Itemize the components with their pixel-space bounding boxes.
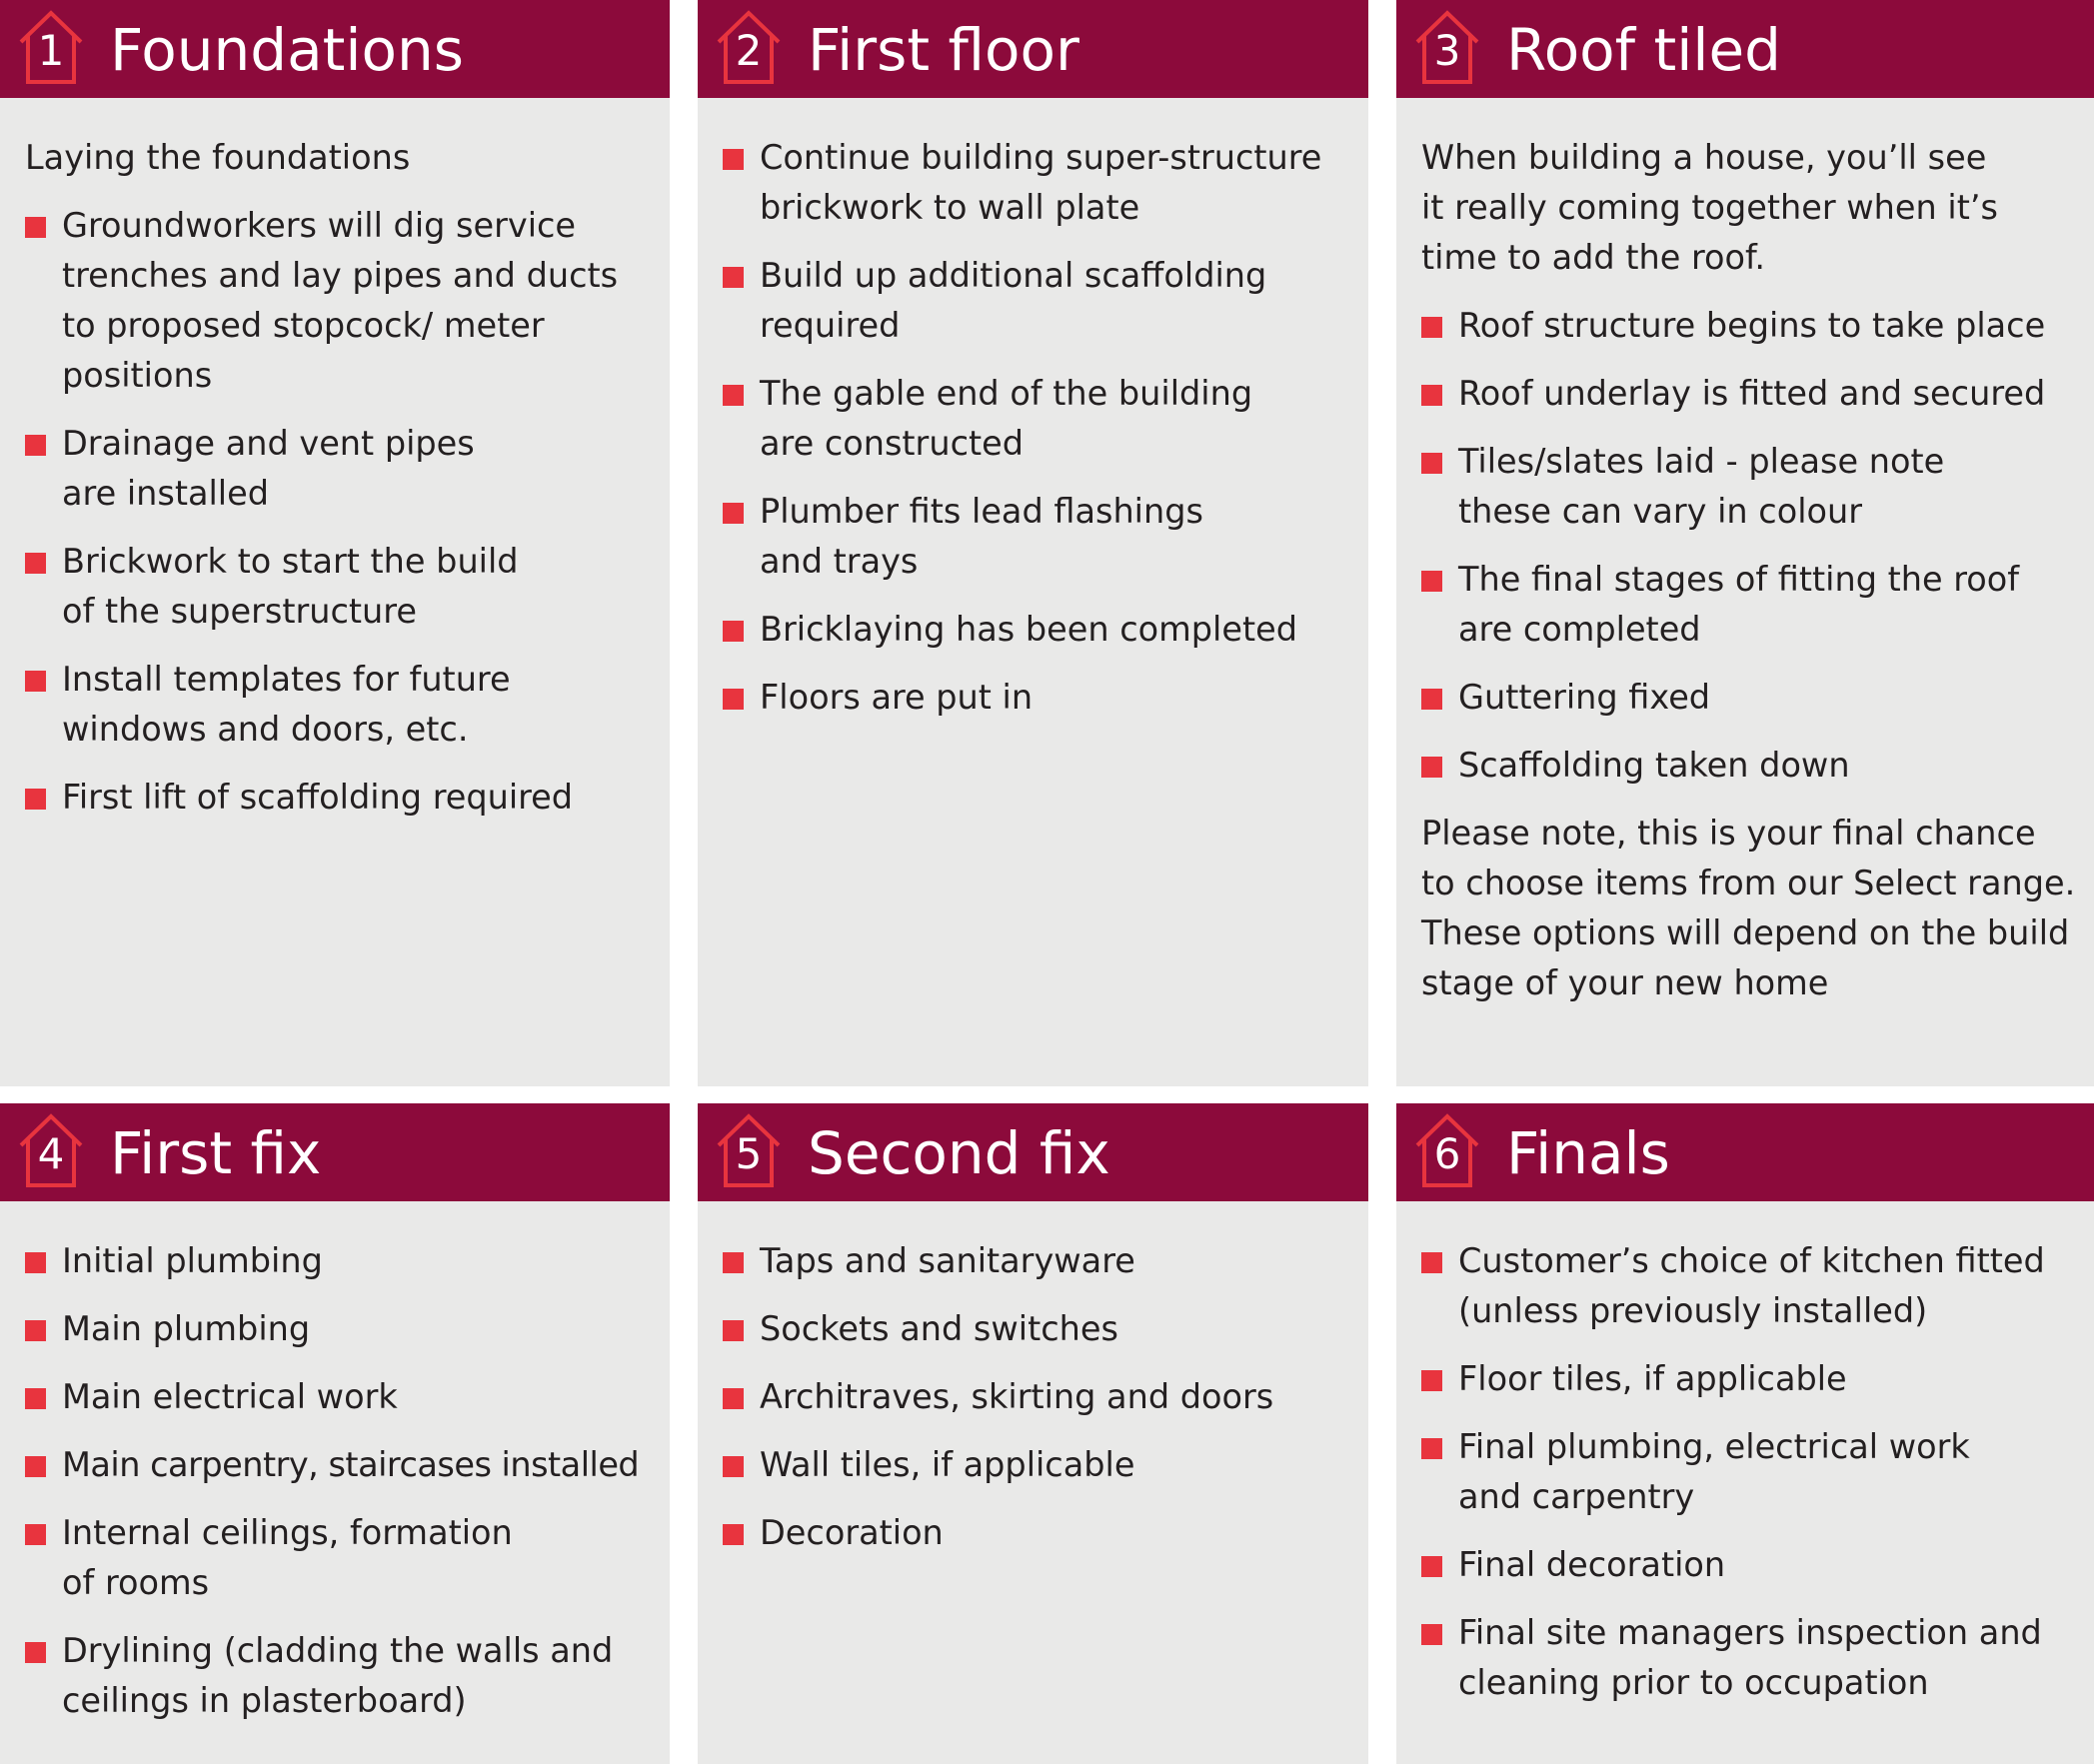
bullet-square-icon bbox=[25, 1642, 46, 1663]
stage-body bbox=[723, 133, 1350, 723]
bullet-square-icon bbox=[1421, 571, 1442, 592]
stage-item-list bbox=[1421, 1236, 2076, 1708]
stage-body bbox=[25, 1236, 652, 1726]
stage-card-first-fix bbox=[0, 1103, 670, 1764]
list-item: Drylining (cladding the walls and ceilings in plasterboard) bbox=[25, 1626, 652, 1726]
bullet-square-icon bbox=[723, 1320, 744, 1341]
list-item: Roof structure begins to take place bbox=[1421, 301, 2076, 351]
stage-header bbox=[698, 0, 1368, 98]
list-item: Final site managers inspection and cleaning prior to occupation bbox=[1421, 1608, 2076, 1708]
stage-number: 2 bbox=[735, 26, 763, 75]
list-item: Architraves, skirting and doors bbox=[723, 1372, 1350, 1422]
list-item: Guttering fixed bbox=[1421, 673, 2076, 723]
bullet-square-icon bbox=[25, 1388, 46, 1409]
stage-number: 5 bbox=[735, 1129, 763, 1178]
list-item: Roof underlay is fitted and secured bbox=[1421, 369, 2076, 419]
bullet-square-icon bbox=[723, 503, 744, 524]
list-item: Final decoration bbox=[1421, 1540, 2076, 1590]
list-item: Main carpentry, staircases installed bbox=[25, 1440, 652, 1490]
bullet-square-icon bbox=[25, 789, 46, 810]
bullet-square-icon bbox=[1421, 1252, 1442, 1273]
stage-item-list bbox=[25, 201, 652, 823]
bullet-square-icon bbox=[25, 1456, 46, 1477]
stage-header bbox=[0, 0, 670, 98]
list-item: Install templates for future windows and doors, etc. bbox=[25, 655, 652, 755]
bullet-square-icon bbox=[1421, 689, 1442, 710]
bullet-square-icon bbox=[1421, 317, 1442, 338]
stage-item-list bbox=[1421, 301, 2076, 791]
list-item: Decoration bbox=[723, 1508, 1350, 1558]
bullet-square-icon bbox=[25, 671, 46, 692]
bullet-square-icon bbox=[723, 1524, 744, 1545]
stage-note: Please note, this is your final chance to choose items from our Select range. These options will depend on the build stage of your new home bbox=[1421, 814, 2076, 1002]
stage-number: 3 bbox=[1433, 26, 1461, 75]
stage-item-list bbox=[723, 133, 1350, 723]
list-item: Initial plumbing bbox=[25, 1236, 652, 1286]
list-item: Final plumbing, electrical work and carpentry bbox=[1421, 1422, 2076, 1522]
stage-title: Second fix bbox=[808, 1119, 1110, 1187]
list-item: Main plumbing bbox=[25, 1304, 652, 1354]
stage-number: 4 bbox=[37, 1129, 65, 1178]
bullet-square-icon bbox=[1421, 1556, 1442, 1577]
stage-card-foundations bbox=[0, 0, 670, 1086]
stage-header bbox=[0, 1103, 670, 1201]
stage-title: Foundations bbox=[110, 16, 464, 84]
list-item: Wall tiles, if applicable bbox=[723, 1440, 1350, 1490]
stage-title: First floor bbox=[808, 16, 1079, 84]
stage-header bbox=[698, 1103, 1368, 1201]
list-item: Continue building super-structure brickwork to wall plate bbox=[723, 133, 1350, 233]
list-item: Main electrical work bbox=[25, 1372, 652, 1422]
stage-header bbox=[1396, 1103, 2094, 1201]
bullet-square-icon bbox=[1421, 1624, 1442, 1645]
list-item: Internal ceilings, formation of rooms bbox=[25, 1508, 652, 1608]
stage-card-finals bbox=[1396, 1103, 2094, 1764]
stage-intro: When building a house, you’ll see it really coming together when it’s time to add the roof. bbox=[1421, 138, 1998, 277]
stage-body bbox=[25, 133, 652, 823]
list-item: Scaffolding taken down bbox=[1421, 741, 2076, 791]
bullet-square-icon bbox=[1421, 757, 1442, 778]
bullet-square-icon bbox=[25, 1320, 46, 1341]
list-item: Sockets and switches bbox=[723, 1304, 1350, 1354]
bullet-square-icon bbox=[1421, 385, 1442, 406]
list-item: Taps and sanitaryware bbox=[723, 1236, 1350, 1286]
stage-number: 6 bbox=[1433, 1129, 1461, 1178]
bullet-square-icon bbox=[723, 1456, 744, 1477]
list-item: Bricklaying has been completed bbox=[723, 605, 1350, 655]
list-item: Tiles/slates laid - please note these can vary in colour bbox=[1421, 437, 2076, 537]
bullet-square-icon bbox=[1421, 1438, 1442, 1459]
bullet-square-icon bbox=[1421, 1370, 1442, 1391]
bullet-square-icon bbox=[25, 217, 46, 238]
list-item: Customer’s choice of kitchen fitted (unless previously installed) bbox=[1421, 1236, 2076, 1336]
list-item: Floors are put in bbox=[723, 673, 1350, 723]
list-item: Build up additional scaffolding required bbox=[723, 251, 1350, 351]
stage-title: First fix bbox=[110, 1119, 322, 1187]
stage-item-list bbox=[723, 1236, 1350, 1558]
stage-card-second-fix bbox=[698, 1103, 1368, 1764]
bullet-square-icon bbox=[723, 149, 744, 170]
stage-body bbox=[1421, 133, 2076, 1008]
bullet-square-icon bbox=[723, 385, 744, 406]
list-item: Drainage and vent pipes are installed bbox=[25, 419, 652, 519]
bullet-square-icon bbox=[25, 1252, 46, 1273]
stage-card-roof-tiled bbox=[1396, 0, 2094, 1086]
stage-body bbox=[723, 1236, 1350, 1558]
bullet-square-icon bbox=[1421, 453, 1442, 474]
bullet-square-icon bbox=[723, 1252, 744, 1273]
stage-header bbox=[1396, 0, 2094, 98]
list-item: First lift of scaffolding required bbox=[25, 773, 652, 823]
stage-number: 1 bbox=[37, 26, 65, 75]
bullet-square-icon bbox=[25, 553, 46, 574]
list-item: Floor tiles, if applicable bbox=[1421, 1354, 2076, 1404]
stage-title: Roof tiled bbox=[1506, 16, 1781, 84]
stage-body bbox=[1421, 1236, 2076, 1708]
bullet-square-icon bbox=[723, 689, 744, 710]
stage-intro: Laying the foundations bbox=[25, 138, 411, 177]
list-item: Plumber fits lead flashings and trays bbox=[723, 487, 1350, 587]
bullet-square-icon bbox=[25, 435, 46, 456]
stage-item-list bbox=[25, 1236, 652, 1726]
list-item: The final stages of fitting the roof are completed bbox=[1421, 555, 2076, 655]
bullet-square-icon bbox=[723, 267, 744, 288]
list-item: Brickwork to start the build of the superstructure bbox=[25, 537, 652, 637]
bullet-square-icon bbox=[25, 1524, 46, 1545]
stage-title: Finals bbox=[1506, 1119, 1670, 1187]
bullet-square-icon bbox=[723, 1388, 744, 1409]
bullet-square-icon bbox=[723, 621, 744, 642]
stage-card-first-floor bbox=[698, 0, 1368, 1086]
list-item: Groundworkers will dig service trenches and lay pipes and ducts to proposed stopcock/ meter positions bbox=[25, 201, 652, 401]
list-item: The gable end of the building are constructed bbox=[723, 369, 1350, 469]
